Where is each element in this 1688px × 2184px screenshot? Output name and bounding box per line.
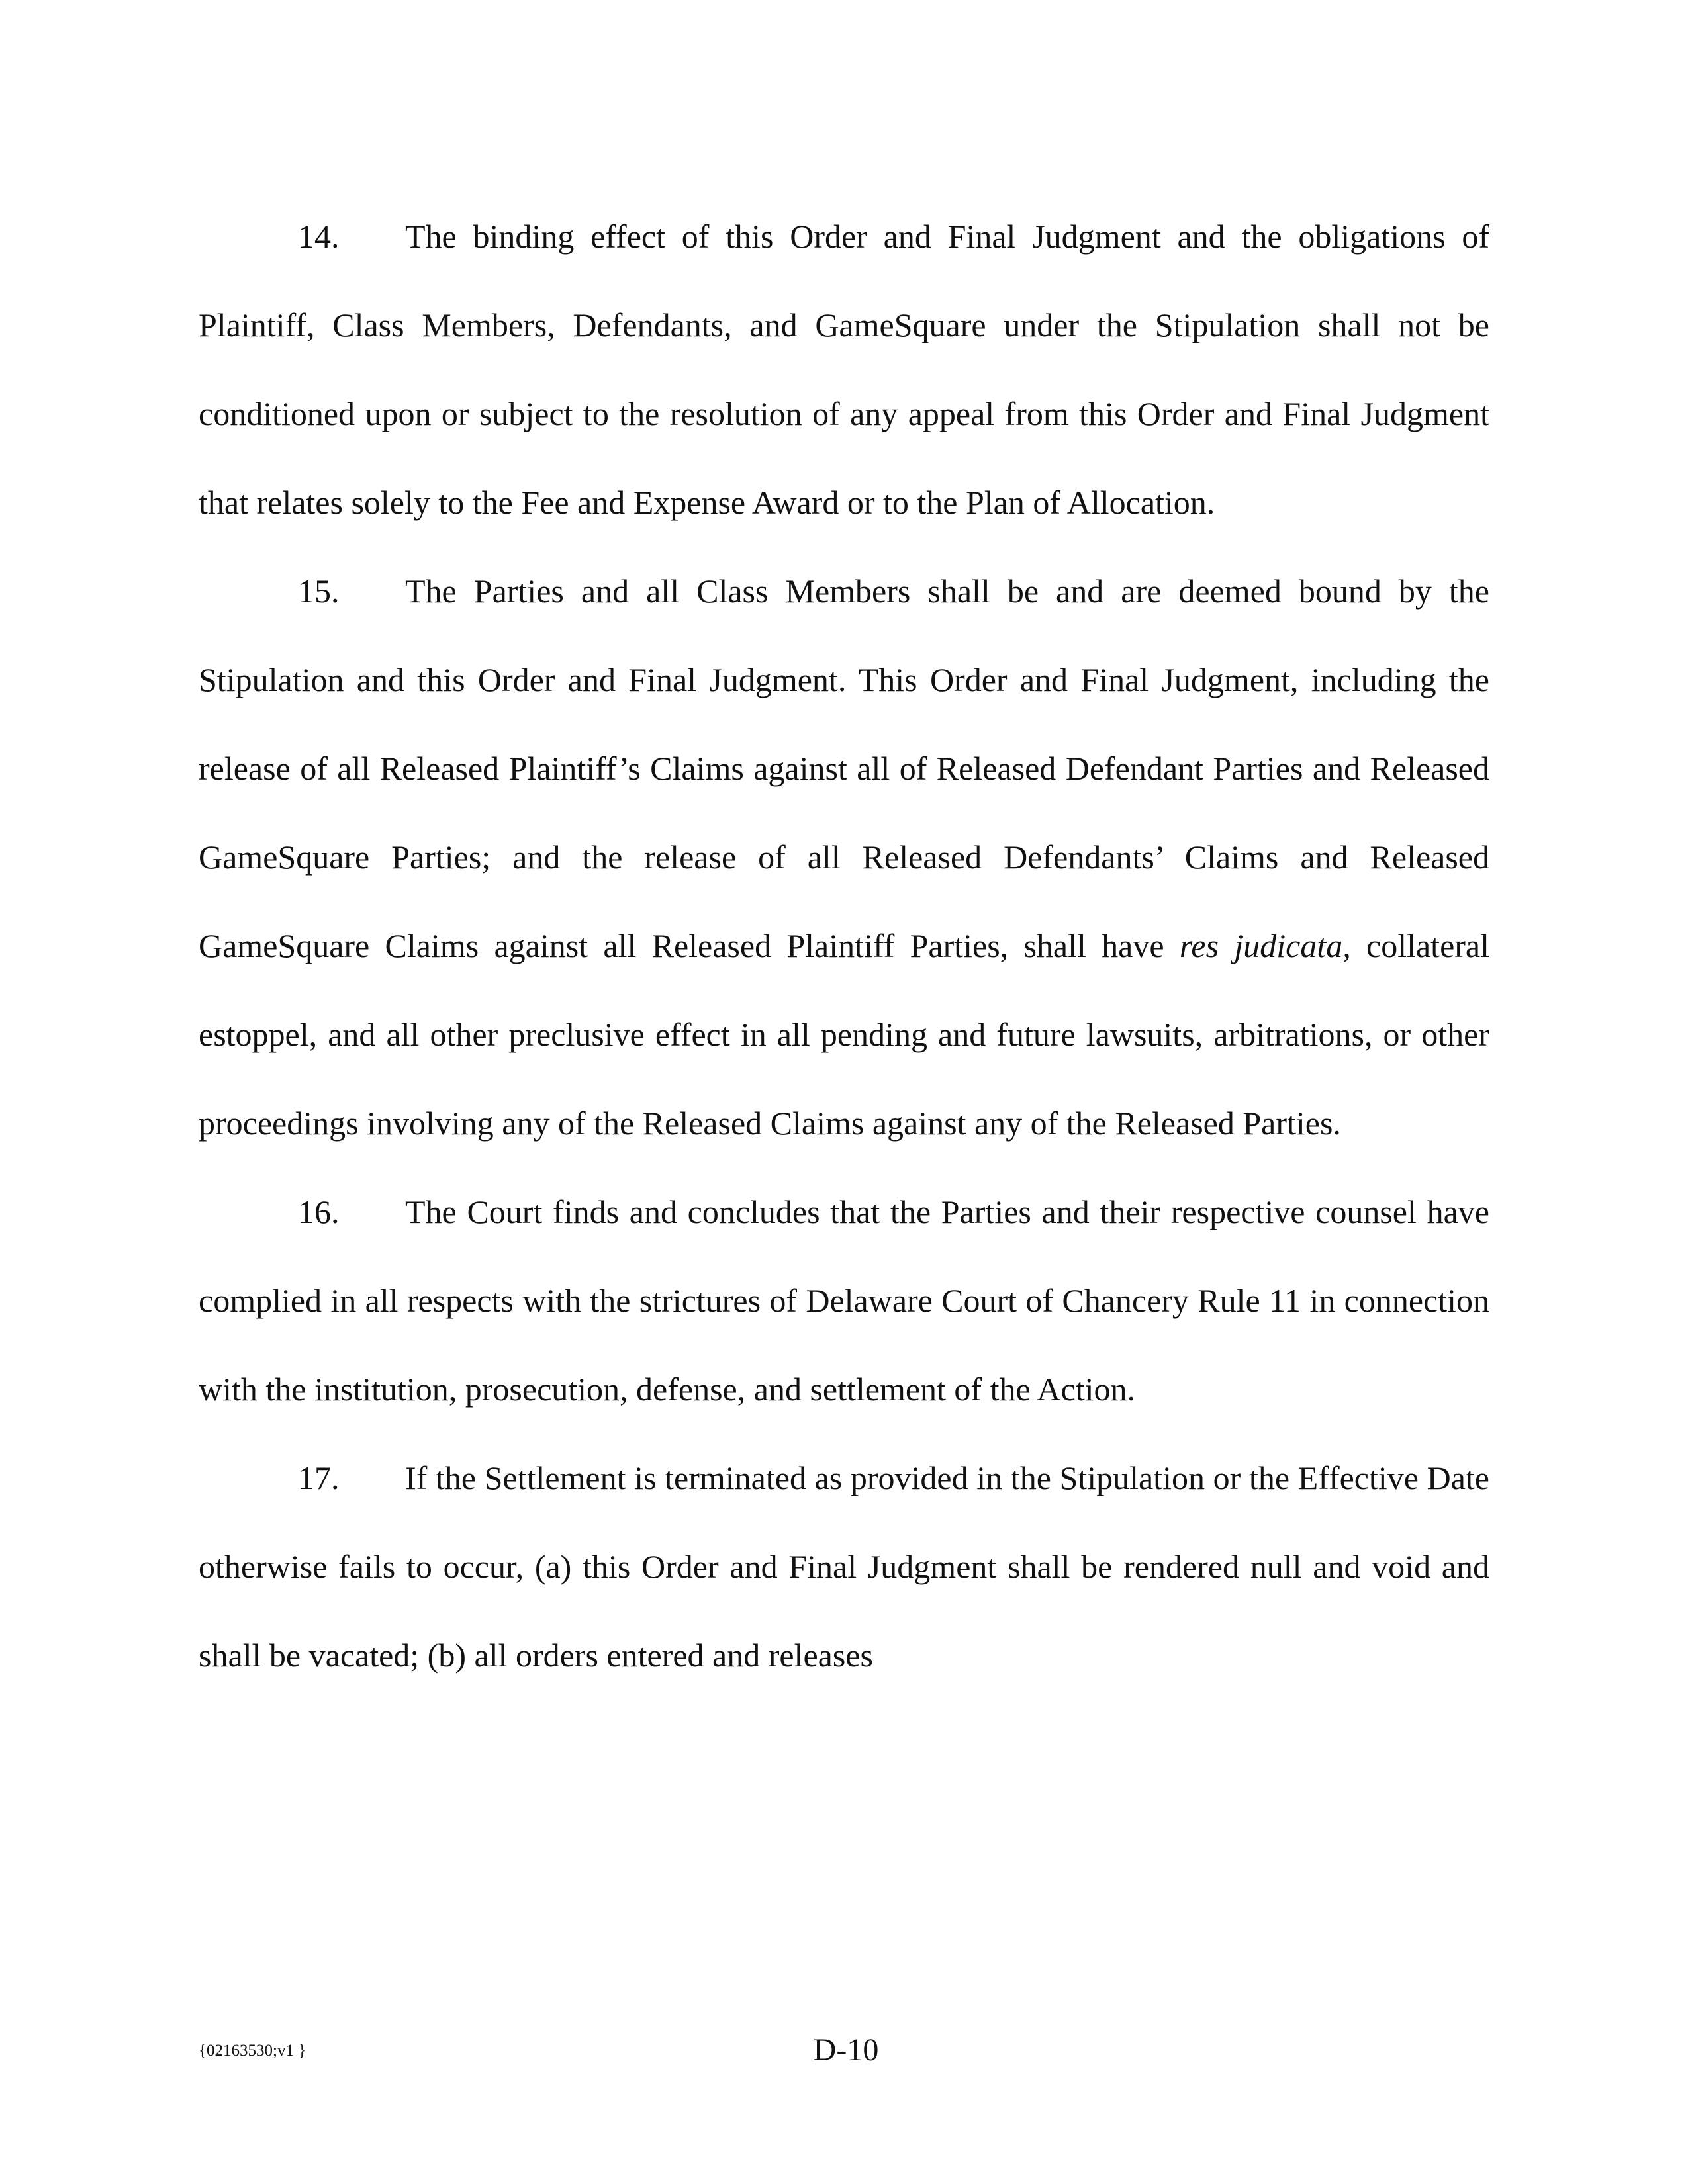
paragraph-number: 15.: [298, 572, 340, 610]
page-number: D-10: [813, 2032, 879, 2068]
document-id: {02163530;v1 }: [199, 2042, 306, 2060]
paragraph-number: 17.: [298, 1459, 340, 1496]
paragraph-number: 16.: [298, 1193, 340, 1230]
paragraph-text: If the Settlement is terminated as provided in the Stipulation or the Effective Date otherwise fails to occur, (a) this Order and Final Judgment shall be rendered null and void and shall be vacated; (b) all orders entered and releases: [199, 1459, 1489, 1674]
paragraph-17: [199, 1433, 1489, 1700]
italic-term: res judicata,: [1179, 927, 1351, 964]
paragraph-text: The Parties and all Class Members shall be and are deemed bound by the Stipulation and this Order and Final Judgment. This Order and Final Judgment, including the release of all Released Plaintiff’s Claims against all of Released Defendant Parties and Released GameSquare Parties; and the release of all Released Defendants’ Claims and Released GameSquare Claims against all Released Plaintiff Parties, shall have: [199, 572, 1489, 964]
paragraph-14: [199, 192, 1489, 547]
document-body: [199, 192, 1489, 1700]
paragraph-text: collateral estoppel, and all other preclusive effect in all pending and future lawsuits, arbitrations, or other proceedings involving any of the Released Claims against any of the Released Parties.: [199, 927, 1490, 1142]
paragraph-text: The binding effect of this Order and Final Judgment and the obligations of Plaintiff, Class Members, Defendants, and GameSquare under the Stipulation shall not be conditioned upon or subject to the resolution of any appeal from this Order and Final Judgment that relates solely to the Fee and Expense Award or to the Plan of Allocation.: [199, 218, 1489, 521]
paragraph-number: 14.: [298, 218, 340, 255]
paragraph-15: [199, 547, 1489, 1167]
paragraph-16: [199, 1167, 1489, 1433]
paragraph-text: The Court finds and concludes that the Parties and their respective counsel have complied in all respects with the strictures of Delaware Court of Chancery Rule 11 in connection with the institution, prosecution, defense, and settlement of the Action.: [199, 1193, 1489, 1408]
